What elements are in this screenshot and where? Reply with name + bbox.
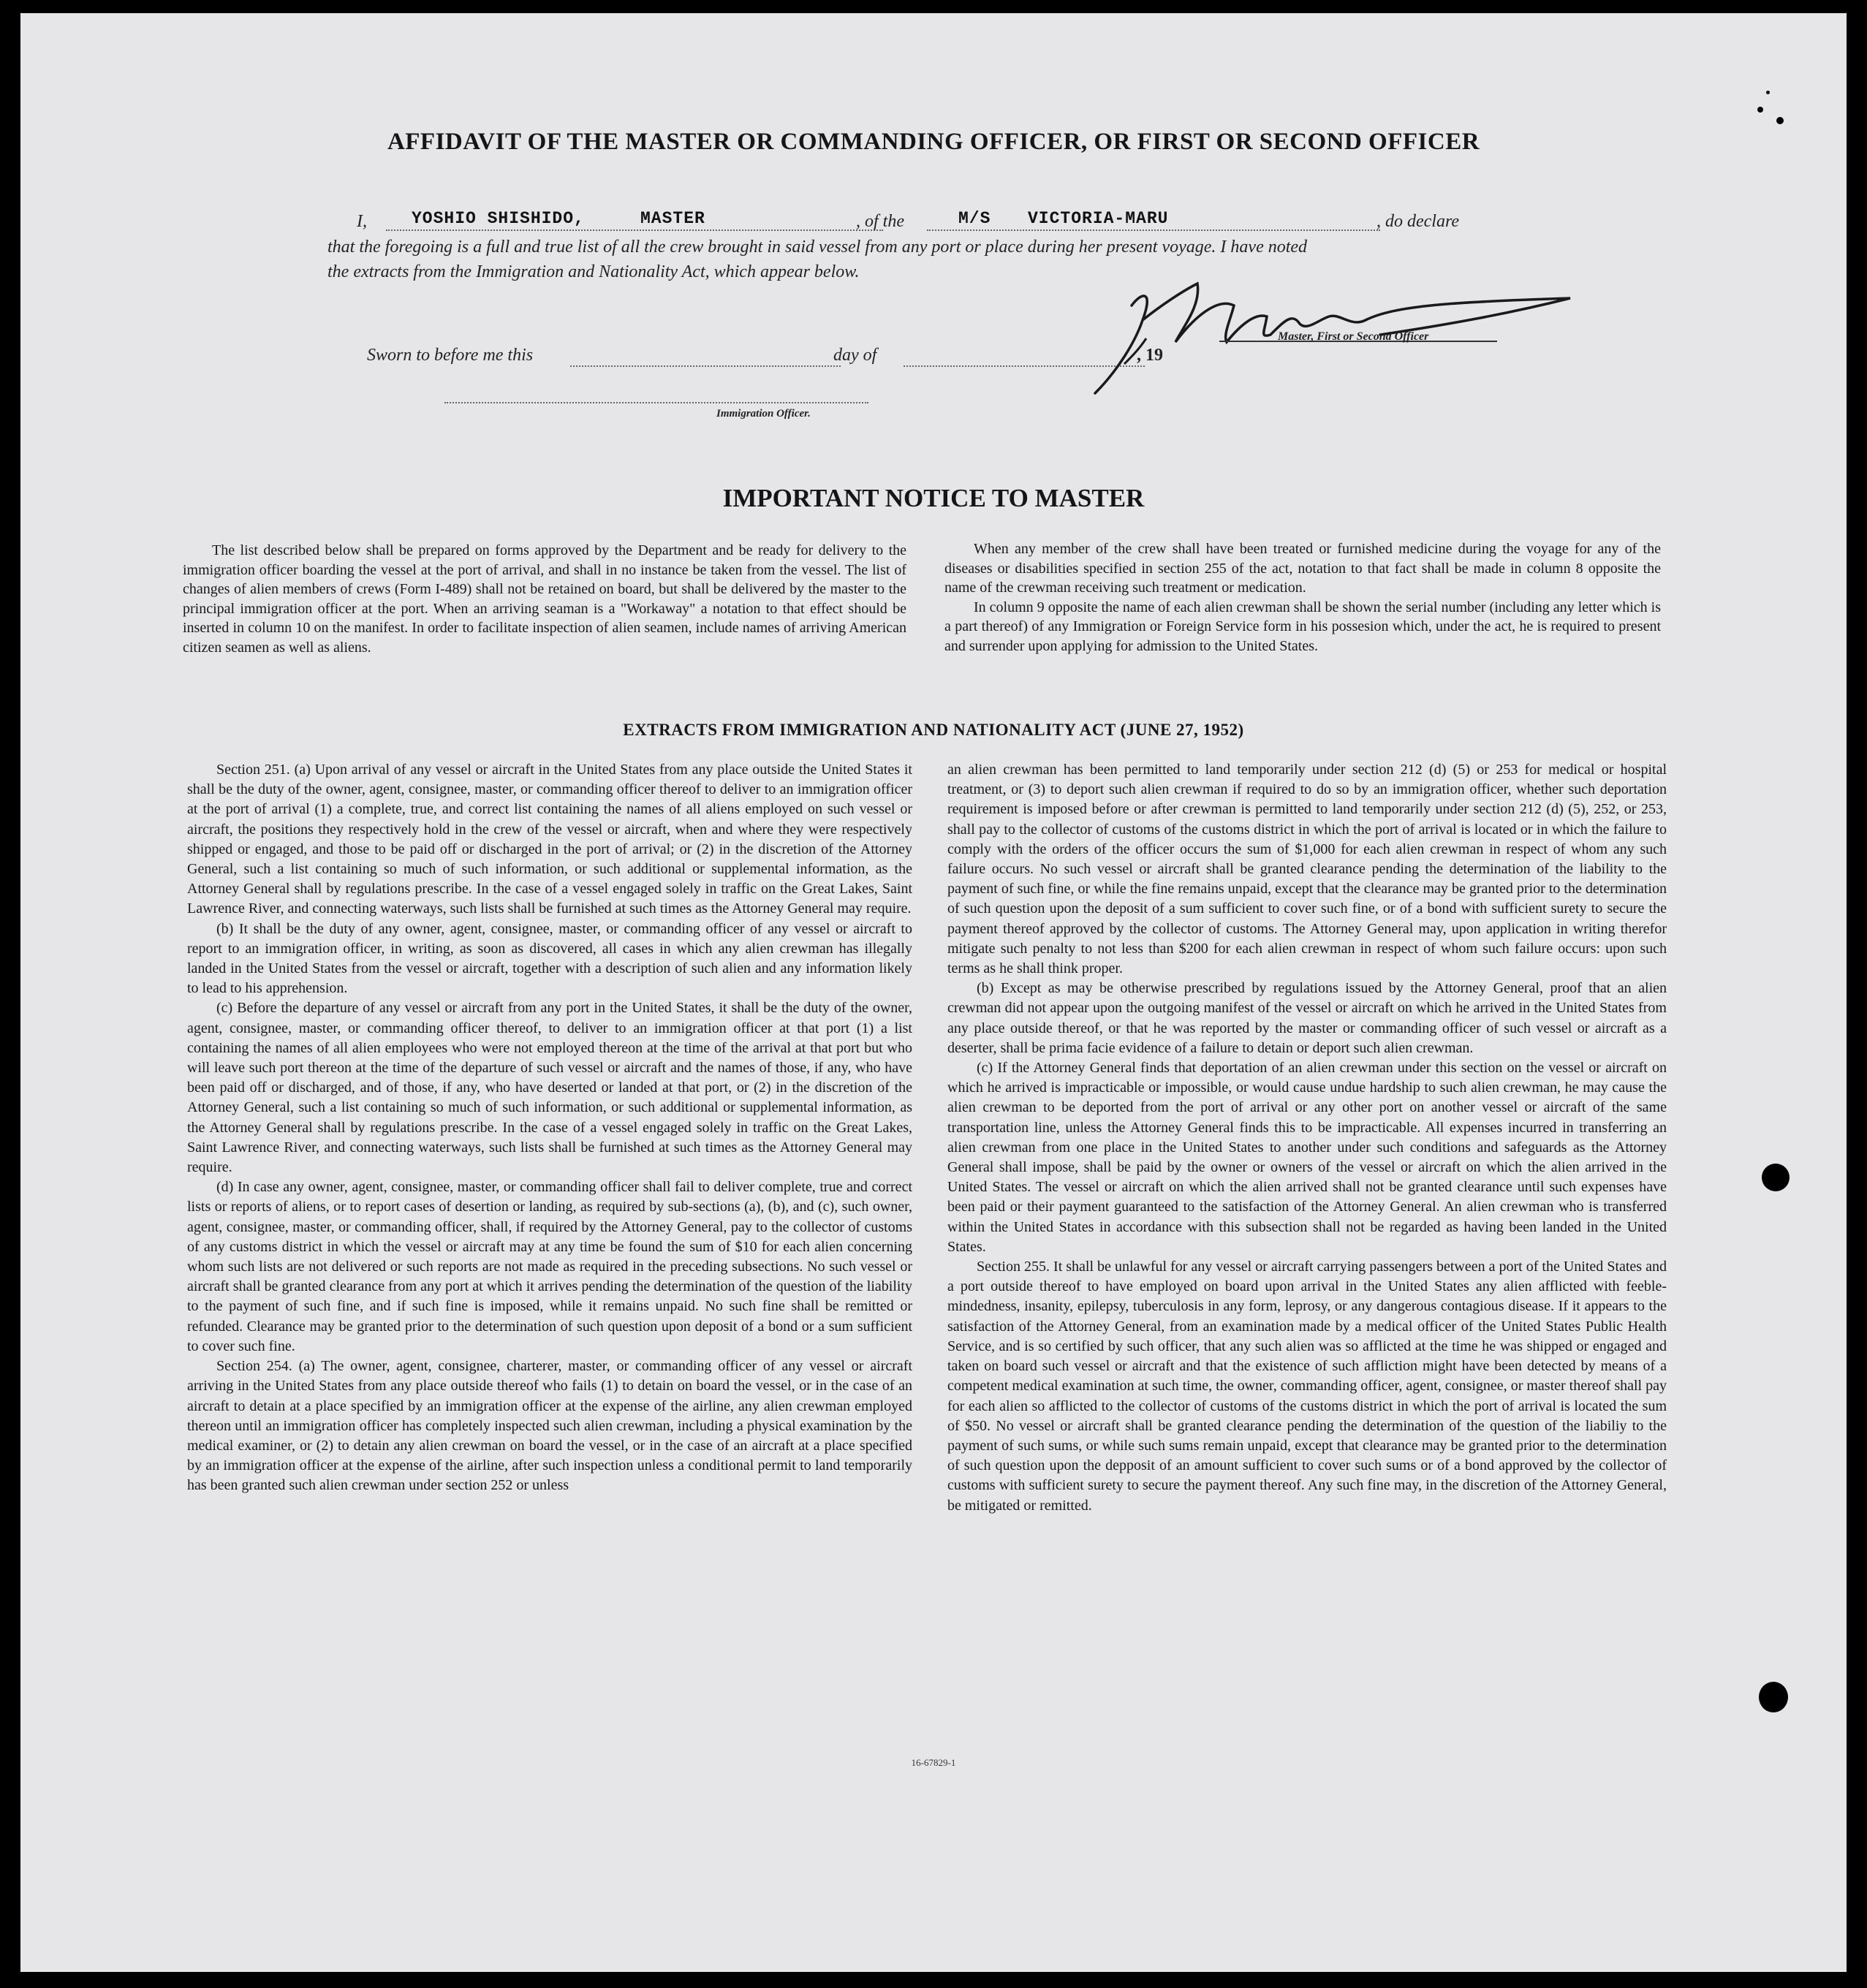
notice-right [944,539,1661,656]
notice-right-paragraph-1: When any member of the crew shall have been treated or furnished medicine during the voyage for any of the diseases or disabilities specified in section 255 of the act, notation to that fact shall be made in column 8 opposite the name of the crewman receiving such treatment or medication. [944,541,1661,596]
section-254-b: (b) Except as may be otherwise prescribed by regulations issued by the Attorney General, proof that an alien crewman did not appear upon the outgoing manifest of the vessel or aircraft on which he arrived in the United States from any place outside thereof, or that he was reported by the master or commanding officer of such vessel or aircraft as a deserter, shall be prima facie evidence of a failure to detain or deport such alien crewman. [947,980,1667,1056]
officer-caption: Immigration Officer. [716,408,811,420]
section-251-c: (c) Before the departure of any vessel or aircraft from any port in the United States, it shall be the duty of the owner, agent, consignee, master, or commanding officer thereof, to deliver to an immigration officer at that port (1) a list containing the names of all alien employees who were not employed thereon at the time of the arrival at that port but who will leave such port thereon at the time of the departure of such vessel or aircraft and the names of those, if any, who have been paid off or discharged, and of those, if any, who have deserted or landed at that port, or (2) in the discretion of the Attorney General, such a list containing so much of such information, or such additional or supplemental information, as the Attorney General shall by regulations prescribe. In the case of a vessel engaged solely in traffic on the Great Lakes, Saint Lawrence River, and connecting waterways, such lists shall be furnished at such times as the Attorney General may require. [187,1000,912,1176]
section-254-c: (c) If the Attorney General finds that deportation of an alien crewman under this section on the vessel or aircraft on which he arrived is impracticable or impossible, or would cause undue hardship to such alien crewman, he may cause the alien crewman to be deported from the port of arrival or any other port on another vessel or aircraft of the same transportation line, unless the Attorney General finds this to be impracticable. All expenses incurred in transferring an alien crewman from one place in the United States to another under such conditions and safeguards as the Attorney General shall impose, shall be paid by the owner or owners of the vessel or aircraft on which the alien arrived in the United States. The vessel or aircraft on which the alien arrived shall not be granted clearance until such expenses have been paid or their payment guaranteed to the satisfaction of the Attorney General. An alien crewman who is transferred within the United States in accordance with this subsection shall not be regarded as having been landed in the United States. [947,1060,1667,1255]
extracts-title: EXTRACTS FROM IMMIGRATION AND NATIONALITY ACT (JUNE 27, 1952) [623,721,1244,739]
section-254-continued: an alien crewman has been permitted to land temporarily under section 212 (d) (5) or 253 for medical or hospital treatment, or (3) to deport such alien crewman if required to do so by an immigration officer, whether such deportation requirement is imposed before or after crewman is permitted to land temporarily under section 212 (d) (5), 252, or 253, shall pay to the collector of customs of the customs district in which the port of arrival is located or in which the failure to comply with the orders of the officer occurs the sum of $1,000 for each alien crewman in respect of whom any such failure occurs. No such vessel or aircraft shall be granted clearance pending the determination of the liability to the payment of such fine, or while the fine remains unpaid, except that the clearance may be granted prior to the determination of such question upon the deposit of a sum sufficient to cover such fine, or of a bond with sufficient surety to secure the payment thereof approved by the collector of customs. The Attorney General may, upon application in writing therefor mitigate such penalty to not less than $200 for each alien crewman in respect of whom such failure occurs: upon such terms as he shall think proper. [947,762,1667,977]
master-rank: MASTER [640,209,705,228]
day-of-label: day of [833,346,877,365]
notice-title: IMPORTANT NOTICE TO MASTER [722,484,1145,512]
section-251-d: (d) In case any owner, agent, consignee, master, or commanding officer shall fail to deliver complete, true and correct lists or reports of aliens, or to report cases of desertion or landing, as required by sub-sections (a), (b), and (c), such owner, agent, consignee, master, or commanding officer, shall, if required by the Attorney General, pay to the collector of customs of any customs district in which the vessel or aircraft may at any time be found the sum of $10 for each alien concerning whom such lists are not delivered or such reports are not made as required in the preceding subsections. No such vessel or aircraft shall be granted clearance from any port at which it arrives pending the determination of the question of the liability to the payment of such fine, and if such fine is imposed, while it remains unpaid. No such fine shall be remitted or refunded. Clearance may be granted prior to the determination of such question upon deposit of a bond or a sum sufficient to cover such fine. [187,1179,912,1354]
extracts-left-column [187,760,912,1496]
document-page [20,13,1847,1972]
declaration-line-1: that the foregoing is a full and true list of all the crew brought in said vessel from any port or place during her present voyage. I have noted [327,238,1308,257]
section-251-a: Section 251. (a) Upon arrival of any vessel or aircraft in the United States from any place outside the United States it shall be the duty of the owner, agent, consignee, master, or commanding officer thereof to deliver to an immigration officer at the port of arrival (1) a complete, true, and correct list containing the names of all aliens employed on such vessel or aircraft, the positions they respectively hold in the crew of the vessel or aircraft, when and where they were respectively shipped or engaged, and those to be paid off or discharged in the port of arrival; or (2) in the discretion of the Attorney General, such a list containing so much of such information, or such additional or supplemental information, as the Attorney General shall by regulations prescribe. In the case of a vessel engaged solely in traffic on the Great Lakes, Saint Lawrence River, and connecting waterways, such lists shall be furnished at such times as the Attorney General may require. [187,762,912,917]
declaration-line-2: the extracts from the Immigration and Nationality Act, which appear below. [327,262,860,281]
of-the-label: , of the [856,212,904,231]
section-255: Section 255. It shall be unlawful for any vessel or aircraft carrying passengers between a port of the United States and a port outside thereof to have employed on board upon arrival in the United States any alien afflicted with feeble-mindedness, insanity, epilepsy, tuberculosis in any form, leprosy, or any dangerous contagious disease. If it appears to the satisfaction of the Attorney General, from an examination made by a medical officer of the United States Public Health Service, and is so certified by such officer, that any such alien was so afflicted at the time he was shipped or engaged and taken on board such vessel or aircraft and that the existence of such affliction might have been detected by means of a competent medical examination at such time, the owner, commanding officer, agent, consignee, or master thereof shall pay for each alien so afflicted to the collector of customs of the customs district in which the port of arrival is located the sum of $50. No vessel or aircraft shall be granted clearance pending the determination of the question of the liabiliy to the payment of such sums, or while such sums remain unpaid, except that clearance may be granted prior to the determination of such question upon the depposit of an amount sufficient to cover such sums or of a bond approved by the collector of customs with sufficient surety to secure the payment thereof. Any such fine may, in the discretion of the Attorney General, be mitigated or remitted. [947,1259,1667,1514]
speck [1776,117,1784,124]
speck [1757,107,1763,113]
year-label: , 19 [1137,346,1163,365]
speck [1766,91,1770,94]
vessel-name: VICTORIA-MARU [1028,209,1169,228]
do-declare-label: , do declare [1376,212,1460,231]
affidavit-title: AFFIDAVIT OF THE MASTER OR COMMANDING OFFICER, OR FIRST OR SECOND OFFICER [387,129,1480,155]
sworn-day-line [570,365,841,367]
section-254-a: Section 254. (a) The owner, agent, consignee, charterer, master, or commanding officer of any vessel or aircraft arriving in the United States from any place outside thereof who fails (1) to detain on board the vessel, or in the case of an aircraft to detain at a place specified by an immigration officer at the expense of the airline, any alien crewman employed thereon until an immigration officer has completely inspected such alien crewman, including a physical examination by the medical examiner, or (2) to detain any alien crewman on board the vessel, or in the case of an aircraft at a place specified by an immigration officer at the expense of the airline, after such inspection unless a conditional permit to land temporarily has been granted such alien crewman under section 252 or unless [187,1358,912,1494]
notice-left-paragraph: The list described below shall be prepared on forms approved by the Department and be ready for delivery to the immigration officer boarding the vessel at the port of arrival, and shall in no instance be taken from the vessel. The list of changes of alien members of crews (Form I-489) shall not be retained on board, but shall be delivered by the master to the principal immigration officer at the port. When an arriving seaman is a "Workaway" a notation to that effect should be inserted in column 10 on the manifest. In order to facilitate inspection of alien seamen, include names of arriving American citizen seamen as well as aliens. [183,542,906,656]
extracts-right-column [947,760,1667,1516]
notice-right-paragraph-2: In column 9 opposite the name of each alien crewman shall be shown the serial number (including any letter which is a part thereof) of any Immigration or Foreign Service form in his possesion which, under the act, he is required to present and surrender upon applying for admission to the United States. [944,599,1661,654]
form-number: 16-67829-1 [911,1757,956,1768]
vessel-line [927,229,1380,231]
name-line [386,229,883,231]
punch-hole-lower [1759,1682,1788,1712]
signer-caption: Master, First or Second Officer [1278,330,1429,343]
section-251-b: (b) It shall be the duty of any owner, agent, consignee, master, or commanding officer of any vessel or aircraft to report to an immigration officer, in writing, as soon as discovered, all cases in which any alien crewman has illegally landed in the United States from the vessel or aircraft, together with a description of such alien and any information likely to lead to his apprehension. [187,920,912,997]
vessel-type: M/S [958,209,991,228]
officer-line [444,402,868,403]
master-name: YOSHIO SHISHIDO, [412,209,585,228]
i-label: I, [357,212,367,231]
notice-left [183,541,906,657]
punch-hole-upper [1762,1164,1790,1191]
sworn-label: Sworn to before me this [367,346,534,365]
